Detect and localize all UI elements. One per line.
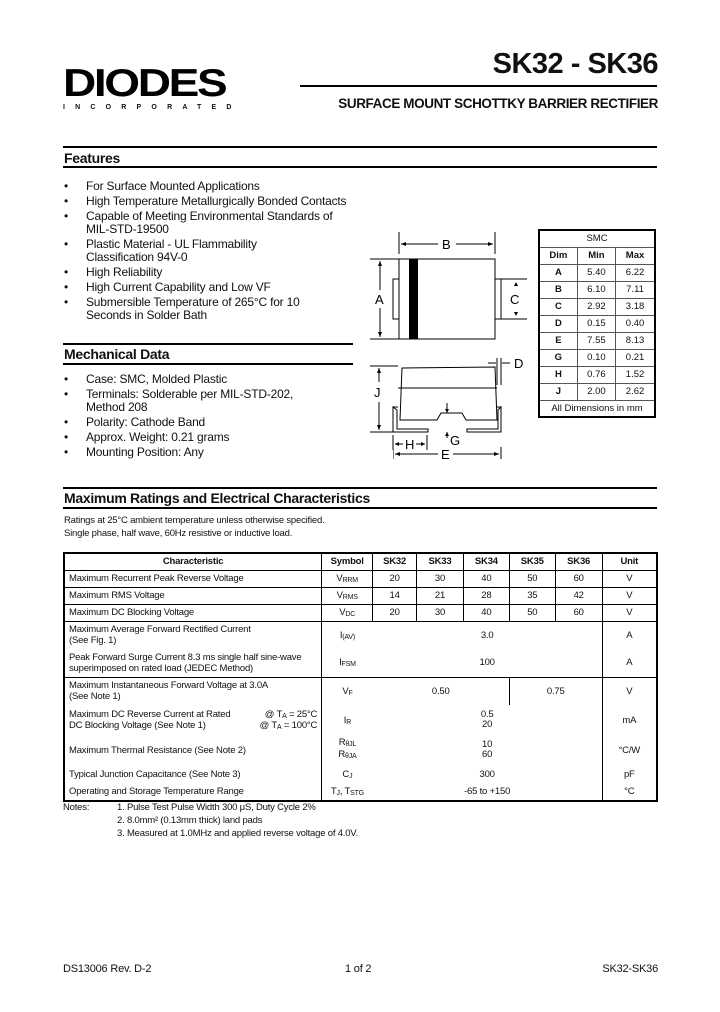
characteristic-cell: Maximum Instantaneous Forward Voltage at 3.0A (See Note 1) [69,680,269,703]
characteristic-cell: Maximum Average Forward Rectified Current (See Fig. 1) [69,624,251,647]
unit-cell: A [602,621,657,649]
value-cell: 50 [509,604,555,621]
value-cell: 30 [417,570,464,587]
dim-cell: 1.52 [616,366,655,383]
dim-cell: 7.11 [616,281,655,298]
table-row [64,677,657,705]
value-cell: 0.5 20 [480,709,494,730]
logo-subtext: INCORPORATED [63,104,242,111]
value-cell: 300 [479,768,495,780]
symbol-cell: $T_J$, $T_{STG}$ [322,783,373,801]
col-header-characteristic: Characteristic [64,553,322,570]
dim-cell: A [539,264,577,281]
dim-cell: G [539,349,577,366]
dim-cell: 5.40 [577,264,615,281]
dim-cell: 6.10 [577,281,615,298]
features-rule-top [63,146,657,148]
unit-cell: A [602,649,657,677]
unit-cell: mA [602,705,657,735]
dim-cell: D [539,315,577,332]
symbol-cell: $V_F$ [322,677,373,705]
unit-cell: V [602,587,657,604]
diodes-logo [63,62,242,112]
dim-cell: J [539,383,577,400]
mechanical-rule-bottom [63,363,353,365]
feature-item: • Plastic Material - UL Flammability Classification 94V-0 [64,238,279,264]
table-row [64,649,657,677]
ratings-intro [64,514,325,540]
value-cell: 60 [555,604,602,621]
dim-row [539,366,655,383]
mechanical-item: • Polarity: Cathode Band [64,416,354,429]
ratings-intro-line: Ratings at 25°C ambient temperature unless otherwise specified. [64,515,325,526]
dim-cell: H [539,366,577,383]
dim-cell: E [539,332,577,349]
feature-item: • For Surface Mounted Applications [64,180,354,193]
package-dim-E [393,447,508,465]
col-header-sk33: SK33 [417,553,464,570]
logo-wordmark: DIODES [63,62,226,105]
package-outline-diagram [360,220,540,450]
col-header-sk34: SK34 [463,553,509,570]
table-row [64,735,657,765]
value-cell: 14 [373,587,417,604]
dim-cell: 7.55 [577,332,615,349]
dim-header: Dim [539,247,577,264]
unit-cell: V [602,677,657,705]
dim-cell: 2.62 [616,383,655,400]
unit-cell: V [602,604,657,621]
table-row [64,621,657,649]
dim-row [539,315,655,332]
ratings-rule-top [63,487,657,489]
col-header-symbol: Symbol [322,553,373,570]
ratings-title: Maximum Ratings and Electrical Characteristics [64,490,370,506]
value-cell: 3.0 [480,629,494,641]
mechanical-item: • Terminals: Solderable per MIL-STD-202, Method 208 [64,388,324,414]
feature-item: • High Temperature Metallurgically Bonded Contacts [64,195,354,208]
characteristic-cell: Maximum RMS Voltage [64,587,322,604]
symbol-cell: $V_{RMS}$ [322,587,373,604]
unit-cell: pF [602,765,657,783]
dim-label-J: J [374,385,381,400]
mechanical-item: • Mounting Position: Any [64,446,354,459]
col-header-sk32: SK32 [373,553,417,570]
features-list [64,180,354,324]
dim-cell: 2.00 [577,383,615,400]
dim-cell: 8.13 [616,332,655,349]
ratings-rule-bottom [63,507,657,509]
dim-label-H: H [405,437,415,450]
note-item: 1. Pulse Test Pulse Width 300 μS, Duty Cycle 2% [117,802,316,813]
symbol-cell: $I_R$ [322,705,373,735]
table-row [64,705,657,735]
value-cell: 21 [417,587,464,604]
value-cell: 42 [555,587,602,604]
feature-item: • High Reliability [64,266,354,279]
col-header-unit: Unit [602,553,657,570]
value-cell: 20 [373,570,417,587]
dim-cell: B [539,281,577,298]
dim-cell: 3.18 [616,298,655,315]
characteristic-cell: Maximum DC Blocking Voltage [64,604,322,621]
features-title: Features [64,150,120,166]
dim-cell: 0.21 [616,349,655,366]
cathode-band [409,259,418,339]
characteristic-cell: Maximum Recurrent Peak Reverse Voltage [64,570,322,587]
value-cell: 0.75 [509,677,602,705]
dim-package-name: SMC [539,230,655,247]
table-row [64,604,657,621]
table-row [64,783,657,801]
dim-row [539,349,655,366]
symbol-cell: $V_{DC}$ [322,604,373,621]
notes [63,801,463,840]
subtitle: SURFACE MOUNT SCHOTTKY BARRIER RECTIFIER [338,96,658,111]
dim-row [539,264,655,281]
table-row [64,765,657,783]
col-header-sk35: SK35 [509,553,555,570]
value-cell: 100 [373,649,602,677]
dim-cell: 0.40 [616,315,655,332]
ratings-intro-line: Single phase, half wave, 60Hz resistive or inductive load. [64,528,293,539]
dim-cell: 6.22 [616,264,655,281]
part-title: SK32 - SK36 [492,48,658,80]
characteristic-cell: Peak Forward Surge Current 8.3 ms single half sine-wave superimposed on rated load (JEDEC Method) [64,649,322,677]
dim-header: Max [616,247,655,264]
footer-part: SK32-SK36 [602,963,658,975]
table-row [64,587,657,604]
table-row [64,570,657,587]
mechanical-item: • Approx. Weight: 0.21 grams [64,431,354,444]
features-rule-bottom [63,166,657,168]
value-cell: 20 [373,604,417,621]
note-item: 2. 8.0mm² (0.13mm thick) land pads [117,815,263,826]
col-header-sk36: SK36 [555,553,602,570]
unit-cell: V [602,570,657,587]
symbol-cell: $I_{(AV)}$ [322,621,373,649]
value-cell: 40 [463,604,509,621]
dim-header: Min [577,247,615,264]
value-cell: -65 to +150 [464,786,511,797]
value-cell: 50 [509,570,555,587]
dim-row [539,298,655,315]
footer-page-number: 1 of 2 [345,963,372,975]
dim-label-G: G [450,433,461,448]
dim-cell: 0.15 [577,315,615,332]
feature-item: • Capable of Meeting Environmental Standards of MIL-STD-19500 [64,210,349,236]
value-cell: 30 [417,604,464,621]
value-cell: 28 [463,587,509,604]
dim-cell: C [539,298,577,315]
value-cell: 40 [463,570,509,587]
unit-cell: °C [602,783,657,801]
symbol-cell: $C_J$ [322,765,373,783]
dim-label-B: B [442,237,451,252]
characteristic-cell: Operating and Storage Temperature Range [69,786,244,797]
dim-row [539,281,655,298]
dim-cell: 0.76 [577,366,615,383]
symbol-cell: $I_{FSM}$ [322,649,373,677]
title-rule [300,85,657,87]
dim-footer: All Dimensions in mm [539,400,655,417]
characteristic-cell: Maximum DC Reverse Current at Rated @ $T_A = 25^\circ C$ DC Blocking Voltage (See Note 1) @ $T_A = 100^\circ C$ [69,709,318,731]
dim-cell: 0.10 [577,349,615,366]
dimension-table [538,229,656,418]
footer-doc-id: DS13006 Rev. D-2 [63,963,152,975]
dim-row [539,383,655,400]
value-cell: 35 [509,587,555,604]
notes-label: Notes: [63,802,90,813]
mechanical-list [64,373,354,461]
value-cell: 60 [555,570,602,587]
characteristic-cell: Maximum Thermal Resistance (See Note 2) [69,744,246,756]
feature-item: • High Current Capability and Low VF [64,281,354,294]
value-cell: 0.50 [431,685,450,697]
dim-label-E: E [441,447,450,462]
mechanical-title: Mechanical Data [64,346,170,362]
dim-label-A: A [375,292,384,307]
dim-cell: 2.92 [577,298,615,315]
dim-label-C: C [510,292,520,307]
dim-label-D: D [514,356,524,371]
note-item: 3. Measured at 1.0MHz and applied reverse voltage of 4.0V. [117,828,359,839]
characteristic-cell: Typical Junction Capacitance (See Note 3) [69,768,241,780]
unit-cell: °C/W [602,735,657,765]
mechanical-rule-top [63,343,353,345]
symbol-cell: $R_{\theta JL}$ $R_{\theta JA}$ [322,735,373,765]
ratings-table [63,552,658,802]
feature-item: • Submersible Temperature of 265°C for 10 Seconds in Solder Bath [64,296,319,322]
mechanical-item: • Case: SMC, Molded Plastic [64,373,354,386]
symbol-cell: $V_{RRM}$ [322,570,373,587]
dim-row [539,332,655,349]
value-cell: 10 60 [482,739,493,760]
